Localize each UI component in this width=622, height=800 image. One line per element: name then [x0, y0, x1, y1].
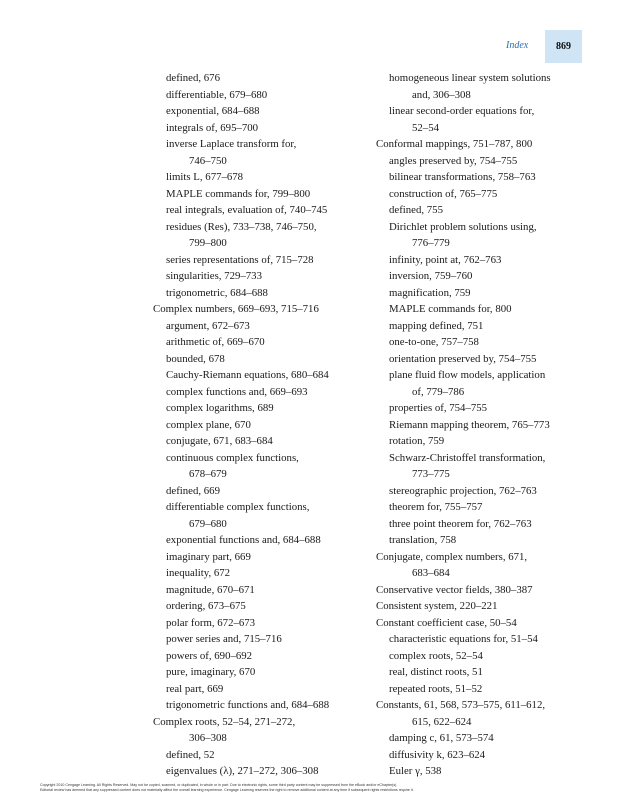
index-subentry: singularities, 729–733 [166, 270, 262, 282]
index-subentry: one-to-one, 757–758 [389, 336, 479, 348]
index-subentry: arithmetic of, 669–670 [166, 336, 265, 348]
index-subentry: series representations of, 715–728 [166, 253, 314, 266]
index-subentry: imaginary part, 669 [166, 550, 251, 563]
index-entry-continuation: 678–679 [189, 468, 227, 480]
index-main-entry: Consistent system, 220–221 [376, 600, 498, 612]
index-entry-continuation: 615, 622–624 [412, 715, 472, 728]
page-number: 869 [556, 41, 571, 52]
index-subentry: MAPLE commands for, 800 [389, 303, 512, 315]
index-subentry: damping c, 61, 573–574 [389, 732, 494, 744]
index-subentry: limits L, 677–678 [166, 171, 244, 183]
index-entry-continuation: 306–308 [189, 732, 227, 744]
index-subentry: integrals of, 695–700 [166, 121, 259, 134]
index-entry-continuation: 746–750 [189, 154, 227, 167]
index-entry-continuation: 683–684 [412, 567, 450, 579]
index-subentry: infinity, point at, 762–763 [389, 253, 502, 266]
index-subentry: differentiable, 679–680 [166, 88, 268, 101]
copyright-line-2: Editorial review has deemed that any suppressed content does not materially affect the overall learning experience. Cengage Learning reserves the right to remove additional content at any time if subsequent rights restrictions require it. [40, 787, 414, 792]
index-subentry: inverse Laplace transform for, [166, 138, 297, 150]
index-subentry: conjugate, 671, 683–684 [166, 435, 273, 447]
index-entry-continuation: and, 306–308 [412, 88, 471, 101]
index-subentry: magnitude, 670–671 [166, 583, 255, 596]
index-subentry: trigonometric functions and, 684–688 [166, 699, 330, 711]
index-subentry: trigonometric, 684–688 [166, 286, 268, 299]
index-subentry: rotation, 759 [389, 435, 445, 447]
index-subentry: ordering, 673–675 [166, 600, 246, 612]
index-main-entry: Constants, 61, 568, 573–575, 611–612, [376, 699, 546, 711]
index-subentry: argument, 672–673 [166, 319, 250, 332]
index-entry-continuation: 776–779 [412, 237, 450, 249]
index-subentry: Cauchy-Riemann equations, 680–684 [166, 369, 329, 381]
index-subentry: mapping defined, 751 [389, 319, 484, 332]
index-subentry: residues (Res), 733–738, 746–750, [166, 220, 317, 233]
index-subentry: exponential functions and, 684–688 [166, 534, 321, 546]
index-subentry: magnification, 759 [389, 286, 471, 299]
index-subentry: angles preserved by, 754–755 [389, 154, 518, 167]
index-main-entry: Conservative vector fields, 380–387 [376, 583, 533, 596]
running-header-section: Index [506, 40, 529, 51]
index-subentry: characteristic equations for, 51–54 [389, 633, 538, 645]
index-entry-continuation: 52–54 [412, 121, 439, 134]
index-subentry: stereographic projection, 762–763 [389, 484, 537, 497]
index-main-entry: Complex roots, 52–54, 271–272, [153, 715, 296, 728]
index-subentry: complex roots, 52–54 [389, 649, 483, 662]
copyright-line-1: Copyright 2010 Cengage Learning. All Rights Reserved. May not be copied, scanned, or duplicated, in whole or in part. Due to electronic rights, some third party content may be suppressed from the eBook and/or eChapter(s). [40, 783, 398, 787]
index-subentry: complex logarithms, 689 [166, 402, 274, 414]
index-column-left [153, 70, 368, 780]
index-subentry: diffusivity k, 623–624 [389, 748, 486, 761]
page-number-box [545, 30, 582, 63]
index-subentry: Riemann mapping theorem, 765–773 [389, 418, 550, 431]
index-subentry: inequality, 672 [166, 567, 231, 579]
index-entry-continuation: 799–800 [189, 237, 227, 249]
index-subentry: powers of, 690–692 [166, 649, 253, 662]
index-subentry: linear second-order equations for, [389, 105, 535, 117]
index-subentry: Dirichlet problem solutions using, [389, 220, 537, 233]
index-subentry: repeated roots, 51–52 [389, 682, 483, 695]
index-subentry: complex plane, 670 [166, 418, 251, 431]
copyright-footer [40, 783, 600, 792]
index-subentry: bounded, 678 [166, 352, 225, 365]
index-subentry: continuous complex functions, [166, 451, 299, 464]
index-main-entry: Constant coefficient case, 50–54 [376, 616, 517, 629]
index-subentry: defined, 676 [166, 72, 220, 84]
index-subentry: Schwarz-Christoffel transformation, [389, 451, 546, 464]
index-main-entry: Conformal mappings, 751–787, 800 [376, 138, 533, 150]
index-entry-continuation: 773–775 [412, 468, 450, 480]
index-subentry: complex functions and, 669–693 [166, 385, 308, 398]
index-subentry: construction of, 765–775 [389, 187, 498, 200]
index-subentry: inversion, 759–760 [389, 270, 473, 282]
index-subentry: defined, 669 [166, 484, 220, 497]
index-subentry: real part, 669 [166, 682, 224, 695]
index-subentry: three point theorem for, 762–763 [389, 517, 532, 530]
index-entry-continuation: of, 779–786 [412, 385, 465, 398]
index-main-entry: Complex numbers, 669–693, 715–716 [153, 303, 319, 315]
index-main-entry: Conjugate, complex numbers, 671, [376, 550, 528, 563]
index-subentry: pure, imaginary, 670 [166, 666, 256, 678]
index-subentry: plane fluid flow models, application [389, 369, 546, 381]
index-subentry: real integrals, evaluation of, 740–745 [166, 204, 328, 216]
index-subentry: theorem for, 755–757 [389, 501, 483, 513]
index-subentry: real, distinct roots, 51 [389, 666, 483, 678]
index-subentry: Euler γ, 538 [389, 765, 442, 777]
index-column-right [376, 70, 591, 780]
index-subentry: bilinear transformations, 758–763 [389, 171, 536, 183]
index-subentry: translation, 758 [389, 534, 457, 546]
index-subentry: exponential, 684–688 [166, 105, 260, 117]
index-subentry: eigenvalues (λ), 271–272, 306–308 [166, 765, 319, 777]
index-subentry: defined, 755 [389, 204, 443, 216]
index-subentry: properties of, 754–755 [389, 402, 488, 414]
index-subentry: defined, 52 [166, 748, 215, 761]
index-subentry: power series and, 715–716 [166, 633, 282, 645]
index-subentry: differentiable complex functions, [166, 501, 310, 513]
index-subentry: MAPLE commands for, 799–800 [166, 187, 311, 200]
index-entry-continuation: 679–680 [189, 517, 227, 530]
index-subentry: polar form, 672–673 [166, 616, 256, 629]
index-subentry: homogeneous linear system solutions [389, 72, 551, 84]
index-subentry: orientation preserved by, 754–755 [389, 352, 537, 365]
